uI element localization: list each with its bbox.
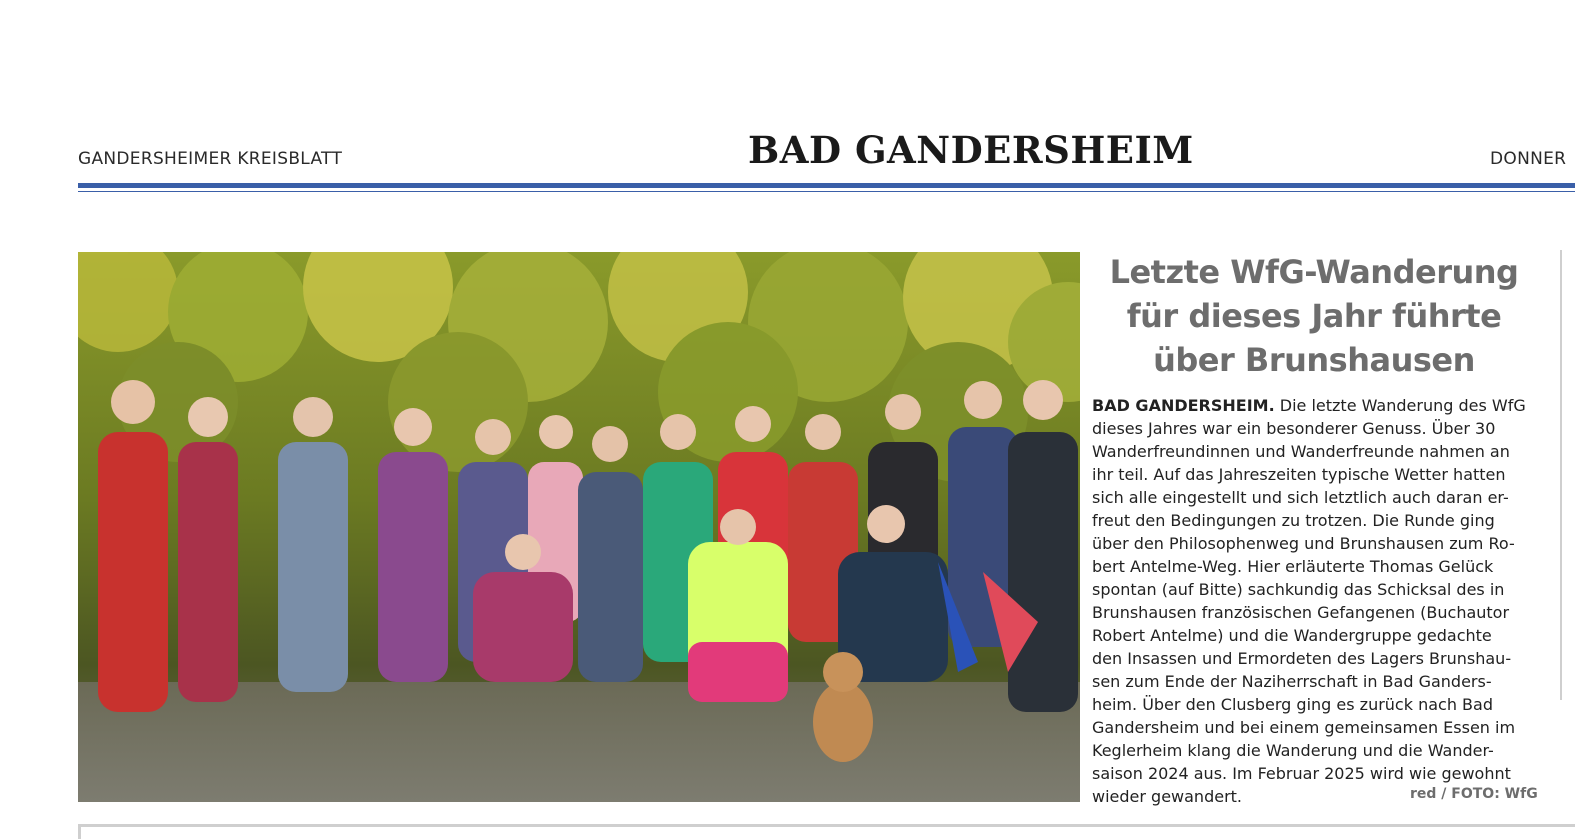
article-line: Keglerheim klang die Wanderung und die Wander- — [1092, 741, 1494, 760]
article-line: sen zum Ende der Naziherrschaft in Bad Ganders- — [1092, 672, 1492, 691]
article-line: freut den Bedingungen zu trotzen. Die Runde ging — [1092, 511, 1495, 530]
article-line: Brunshausen französischen Gefangenen (Buchautor — [1092, 603, 1510, 622]
article-line: dieses Jahres war ein besonderer Genuss. Über 30 — [1092, 419, 1496, 438]
article-line: saison 2024 aus. Im Februar 2025 wird wie gewohnt — [1092, 764, 1511, 783]
article-line: über den Philosophenweg und Brunshausen zum Ro- — [1092, 534, 1515, 553]
article-line: Gandersheim und bei einem gemeinsamen Essen im — [1092, 718, 1516, 737]
date-header: DONNER — [1490, 149, 1567, 169]
section-title: BAD GANDERSHEIM — [748, 128, 1194, 172]
article-line: wieder gewandert. — [1092, 787, 1243, 806]
column-divider — [1560, 250, 1562, 700]
next-article-border — [78, 824, 1575, 839]
masthead-rule-thin — [78, 191, 1575, 192]
photo-credit: red / FOTO: WfG — [1410, 786, 1538, 802]
article-line: bert Antelme-Weg. Hier erläuterte Thomas Gelück — [1092, 557, 1494, 576]
article-line: BAD GANDERSHEIM. Die letzte Wanderung des WfG — [1092, 396, 1526, 415]
photo-illustration — [78, 252, 1080, 802]
article-line: sich alle eingestellt und sich letztlich auch daran er- — [1092, 488, 1509, 507]
article-line: Robert Antelme) und die Wandergruppe gedachte — [1092, 626, 1492, 645]
masthead-rule — [78, 183, 1575, 188]
article-line: ihr teil. Auf das Jahreszeiten typische Wetter hatten — [1092, 465, 1506, 484]
group-photo — [78, 252, 1080, 802]
article-line: heim. Über den Clusberg ging es zurück nach Bad — [1092, 695, 1493, 714]
publication-name: GANDERSHEIMER KREISBLATT — [78, 149, 343, 169]
article-line: den Insassen und Ermordeten des Lagers Brunshau- — [1092, 649, 1512, 668]
article-headline: Letzte WfG-Wanderung für dieses Jahr führte über Brunshausen — [1109, 253, 1519, 379]
dateline: BAD GANDERSHEIM. — [1092, 396, 1275, 415]
article-line: spontan (auf Bitte) sachkundig das Schicksal des in — [1092, 580, 1505, 599]
article-line: Wanderfreundinnen und Wanderfreunde nahmen an — [1092, 442, 1510, 461]
article-body — [1092, 394, 1536, 808]
